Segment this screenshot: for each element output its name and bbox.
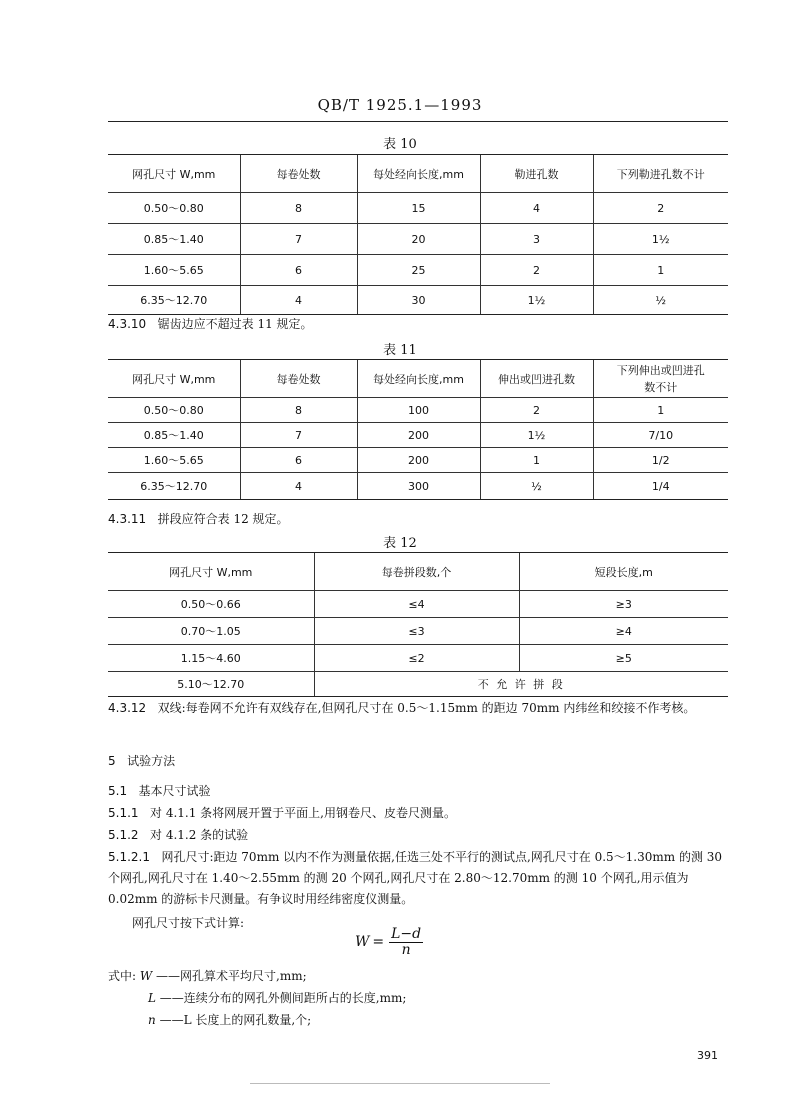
clause-text: 拼段应符合表 12 规定。 <box>157 512 289 526</box>
table-cell: 1½ <box>593 224 728 255</box>
table-row <box>108 645 728 672</box>
clause-number: 4.3.10 <box>108 317 147 331</box>
table-cell: 20 <box>357 224 480 255</box>
table-12 <box>108 552 728 697</box>
clause-number: 5.1.1 <box>108 806 139 820</box>
formula-denominator: n <box>401 942 411 958</box>
table-cell: 8 <box>240 193 357 224</box>
table-cell: ≤3 <box>314 618 519 645</box>
section-title: 试验方法 <box>127 754 176 768</box>
table-cell: 6 <box>240 448 357 473</box>
clause-number: 5.1.2.1 <box>108 850 150 864</box>
table-cell: 1 <box>593 255 728 286</box>
table-row <box>108 224 728 255</box>
section-number: 5 <box>108 754 116 768</box>
table-cell: 5.10～12.70 <box>108 672 314 697</box>
table-cell: 1½ <box>480 286 593 315</box>
clause-text: 基本尺寸试验 <box>138 784 211 798</box>
table-header-cell: 网孔尺寸 W,mm <box>108 553 314 591</box>
definition-n <box>108 1010 728 1031</box>
clause-number: 4.3.11 <box>108 512 147 526</box>
formula-intro: 网孔尺寸按下式计算: <box>132 916 245 930</box>
table-cell: 1 <box>593 398 728 423</box>
table-cell: 4 <box>240 286 357 315</box>
table-10-caption: 表 10 <box>383 137 417 152</box>
table-header-cell: 每卷拼段数,个 <box>314 553 519 591</box>
table-header-cell: 每处经向长度,mm <box>357 360 480 398</box>
table-row <box>108 255 728 286</box>
table-cell: 0.85～1.40 <box>108 423 240 448</box>
table-cell: ½ <box>593 286 728 315</box>
definition-w <box>108 966 728 987</box>
table-header-cell: 网孔尺寸 W,mm <box>108 155 240 193</box>
table-cell: 7 <box>240 423 357 448</box>
formula-lhs: W <box>355 933 370 950</box>
formula-numerator: L−d <box>391 926 422 942</box>
table-cell: ½ <box>480 473 593 500</box>
table-header-cell: 下列伸出或凹进孔数不计 <box>593 360 728 398</box>
definition-text: ——L 长度上的网孔数量,个; <box>159 1013 312 1027</box>
table-cell: 1 <box>480 448 593 473</box>
formula-fraction <box>389 926 423 957</box>
header-rule <box>108 121 728 122</box>
clause-4-3-12 <box>108 698 728 719</box>
clause-5-1 <box>108 781 728 802</box>
table-cell: 0.85～1.40 <box>108 224 240 255</box>
table-cell: 2 <box>480 398 593 423</box>
table-cell: 100 <box>357 398 480 423</box>
table-cell: 0.50～0.80 <box>108 398 240 423</box>
table-row <box>108 618 728 645</box>
table-11-caption: 表 11 <box>383 343 417 358</box>
table-cell: ≤4 <box>314 591 519 618</box>
table-cell: 0.50～0.66 <box>108 591 314 618</box>
clause-text: 双线:每卷网不允许有双线存在,但网孔尺寸在 0.5～1.15mm 的距边 70mm 内纬丝和绞接不作考核。 <box>157 701 696 715</box>
table-row <box>108 672 728 697</box>
table-cell: 200 <box>357 448 480 473</box>
table-cell: 1/4 <box>593 473 728 500</box>
table-cell: ≤2 <box>314 645 519 672</box>
formula-equals: = <box>372 933 385 950</box>
table-header-cell: 每卷处数 <box>240 360 357 398</box>
table-row <box>108 591 728 618</box>
table-row <box>108 473 728 500</box>
table-row <box>108 423 728 448</box>
table-12-caption: 表 12 <box>383 536 417 551</box>
table-cell: 1.60～5.65 <box>108 255 240 286</box>
table-cell: 0.70～1.05 <box>108 618 314 645</box>
definition-text: ——连续分布的网孔外侧间距所占的长度,mm; <box>159 991 407 1005</box>
table-cell: 3 <box>480 224 593 255</box>
table-cell: 1/2 <box>593 448 728 473</box>
clause-5-1-2 <box>108 825 728 846</box>
table-cell: 2 <box>480 255 593 286</box>
table-cell: 7/10 <box>593 423 728 448</box>
clause-number: 5.1.2 <box>108 828 139 842</box>
page-number: 391 <box>697 1049 718 1062</box>
where-label: 式中: <box>108 969 137 983</box>
table-cell: 4 <box>240 473 357 500</box>
table-cell: 1.15～4.60 <box>108 645 314 672</box>
section-5-heading <box>108 751 728 772</box>
clause-5-1-2-1 <box>108 847 728 910</box>
table-header-row <box>108 155 728 193</box>
table-cell: ≥5 <box>519 645 728 672</box>
clause-4-3-10 <box>108 314 728 335</box>
table-header-row <box>108 553 728 591</box>
symbol: n <box>148 1013 156 1027</box>
clause-number: 5.1 <box>108 784 128 798</box>
table-cell: 1.60～5.65 <box>108 448 240 473</box>
table-cell: 300 <box>357 473 480 500</box>
table-row <box>108 398 728 423</box>
clause-5-1-1 <box>108 803 728 824</box>
table-cell: 200 <box>357 423 480 448</box>
table-cell: 25 <box>357 255 480 286</box>
symbol: W <box>139 969 153 983</box>
table-cell: 6 <box>240 255 357 286</box>
table-row <box>108 193 728 224</box>
symbol: L <box>148 991 156 1005</box>
table-10 <box>108 154 728 315</box>
table-header-row <box>108 360 728 398</box>
standard-number-header: QB/T 1925.1—1993 <box>317 96 483 114</box>
clause-4-3-11 <box>108 509 728 530</box>
table-cell-merged: 不 允 许 拼 段 <box>314 672 728 697</box>
table-11 <box>108 359 728 500</box>
table-header-cell: 下列勒进孔数不计 <box>593 155 728 193</box>
table-header-cell: 短段长度,m <box>519 553 728 591</box>
clause-text: 锯齿边应不超过表 11 规定。 <box>157 317 313 331</box>
table-cell: 0.50～0.80 <box>108 193 240 224</box>
definition-l <box>108 988 728 1009</box>
table-header-cell: 每处经向长度,mm <box>357 155 480 193</box>
table-row <box>108 448 728 473</box>
table-cell: 6.35～12.70 <box>108 473 240 500</box>
table-row <box>108 286 728 315</box>
clause-number: 4.3.12 <box>108 701 147 715</box>
clause-text: 对 4.1.2 条的试验 <box>150 828 249 842</box>
clause-text: 对 4.1.1 条将网展开置于平面上,用钢卷尺、皮卷尺测量。 <box>150 806 456 820</box>
table-cell: 15 <box>357 193 480 224</box>
table-cell: 1½ <box>480 423 593 448</box>
table-header-cell: 每卷处数 <box>240 155 357 193</box>
table-cell: 8 <box>240 398 357 423</box>
table-cell: 30 <box>357 286 480 315</box>
table-cell: ≥3 <box>519 591 728 618</box>
table-header-cell: 伸出或凹进孔数 <box>480 360 593 398</box>
table-cell: 7 <box>240 224 357 255</box>
table-header-cell: 网孔尺寸 W,mm <box>108 360 240 398</box>
clause-text: 网孔尺寸:距边 70mm 以内不作为测量依据,任选三处不平行的测试点,网孔尺寸在 0.5～1.30mm 的测 30 个网孔,网孔尺寸在 1.40～2.55mm 的测 20 个网孔,网孔尺寸在 2.80～12.70mm 的测 10 个网孔,用示值为 0.02mm 的游标卡尺测量。有争议时用经纬密度仪测量。 <box>108 850 723 906</box>
definition-text: ——网孔算术平均尺寸,mm; <box>156 969 307 983</box>
table-cell: ≥4 <box>519 618 728 645</box>
mesh-size-formula <box>355 926 423 957</box>
table-header-cell: 勒进孔数 <box>480 155 593 193</box>
table-cell: 2 <box>593 193 728 224</box>
table-cell: 4 <box>480 193 593 224</box>
bottom-rule <box>250 1083 550 1084</box>
table-cell: 6.35～12.70 <box>108 286 240 315</box>
